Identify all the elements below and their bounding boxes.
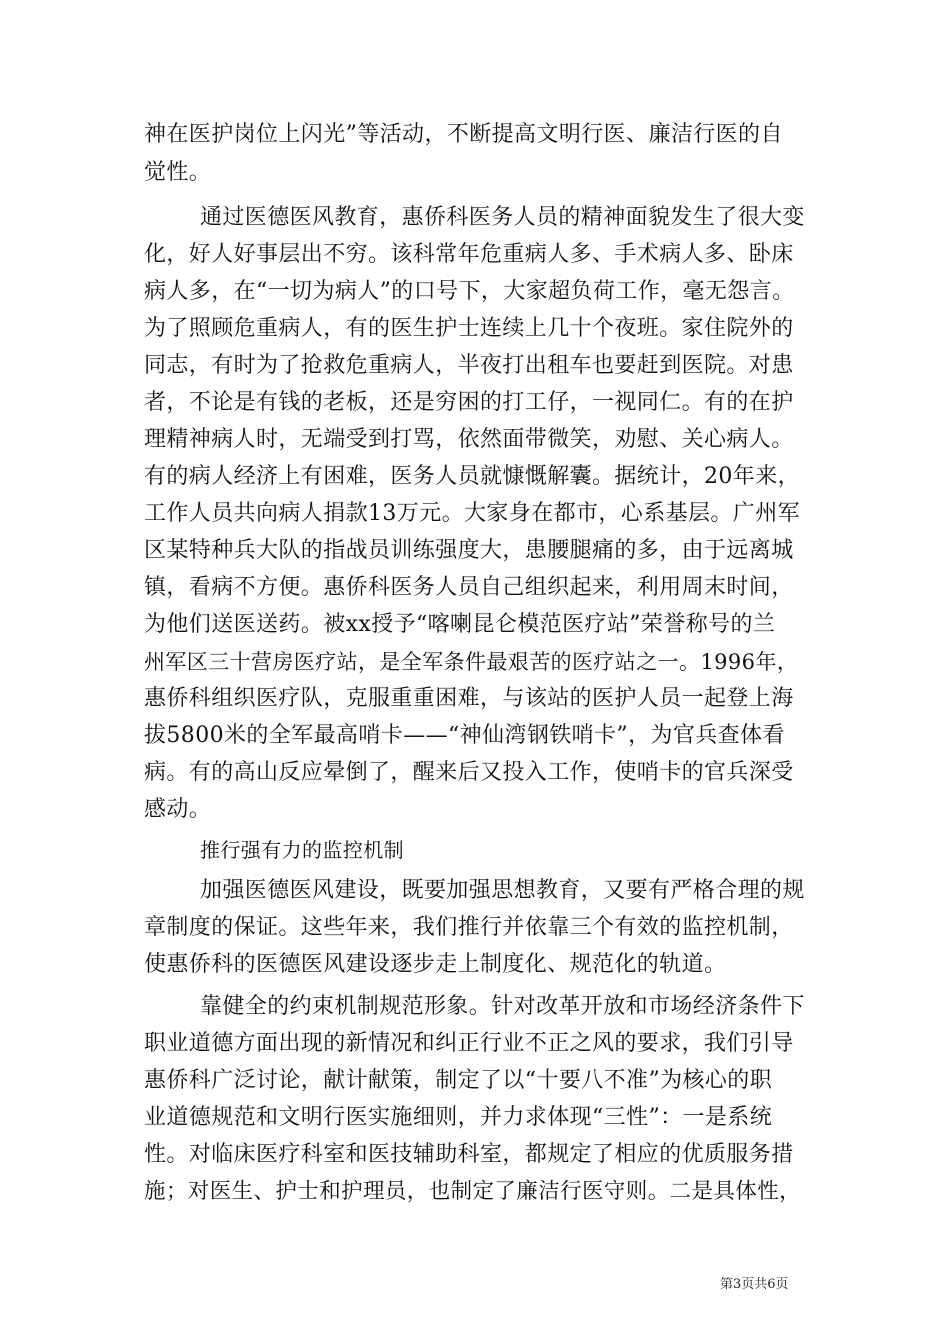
text-line: 区某特种兵大队的指战员训练强度大，患腰腿痛的多，由于远离城 [144, 538, 794, 563]
text-line: 使惠侨科的医德医风建设逐步走上制度化、规范化的轨道。 [144, 952, 727, 977]
paragraph-first-line: 加强医德医风建设，既要加强思想教育，又要有严格合理的规 [200, 878, 805, 903]
text-line: 觉性。 [144, 160, 212, 185]
paragraph-first-line: 靠健全的约束机制规范形象。针对改革开放和市场经济条件下 [200, 994, 805, 1019]
section-heading: 推行强有力的监控机制 [200, 838, 404, 862]
text-line: 同志，有时为了抢救危重病人，半夜打出租车也要赶到医院。对患 [144, 353, 794, 378]
text-line: 病。有的高山反应晕倒了，醒来后又投入工作，使哨卡的官兵深受 [144, 760, 794, 785]
page-number: 第3页共6页 [720, 1277, 789, 1292]
text-line: 镇，看病不方便。惠侨科医务人员自己组织起来，利用周末时间， [144, 575, 794, 600]
text-line: 理精神病人时，无端受到打骂，依然面带微笑，劝慰、关心病人。 [144, 427, 794, 452]
text-line: 惠侨科广泛讨论，献计献策，制定了以“十要八不准”为核心的职 [144, 1068, 773, 1093]
text-line: 为了照顾危重病人，有的医生护士连续上几十个夜班。家住院外的 [144, 316, 794, 341]
text-line: 惠侨科组织医疗队，克服重重困难，与该站的医护人员一起登上海 [144, 686, 794, 711]
text-line: 为他们送医送药。被xx授予“喀喇昆仑模范医疗站”荣誉称号的兰 [144, 612, 776, 637]
text-line: 拔5800米的全军最高哨卡——“神仙湾钢铁哨卡”，为官兵查体看 [144, 723, 785, 748]
text-line: 有的病人经济上有困难，医务人员就慷慨解囊。据统计，20年来， [144, 464, 800, 489]
text-line: 业道德规范和文明行医实施细则，并力求体现“三性”：一是系统 [144, 1105, 773, 1130]
text-line: 化，好人好事层出不穷。该科常年危重病人多、手术病人多、卧床 [144, 242, 794, 267]
text-line: 州军区三十营房医疗站，是全军条件最艰苦的医疗站之一。1996年， [144, 650, 799, 674]
text-line: 施；对医生、护士和护理员，也制定了廉洁行医守则。二是具体性， [144, 1179, 802, 1204]
text-line: 病人多，在“一切为病人”的口号下，大家超负荷工作，毫无怨言。 [144, 279, 795, 304]
text-line: 性。对临床医疗科室和医技辅助科室，都规定了相应的优质服务措 [144, 1142, 794, 1167]
text-line: 章制度的保证。这些年来，我们推行并依靠三个有效的监控机制， [144, 915, 794, 940]
text-line: 感动。 [144, 797, 212, 822]
text-line: 工作人员共向病人捐款13万元。大家身在都市，心系基层。广州军 [144, 501, 800, 526]
paragraph-first-line: 通过医德医风教育，惠侨科医务人员的精神面貌发生了很大变 [200, 205, 805, 230]
text-line: 职业道德方面出现的新情况和纠正行业不正之风的要求，我们引导 [144, 1031, 794, 1056]
text-line: 者，不论是有钱的老板，还是穷困的打工仔，一视同仁。有的在护 [144, 390, 794, 415]
text-line: 神在医护岗位上闪光”等活动，不断提高文明行医、廉洁行医的自 [144, 122, 783, 147]
